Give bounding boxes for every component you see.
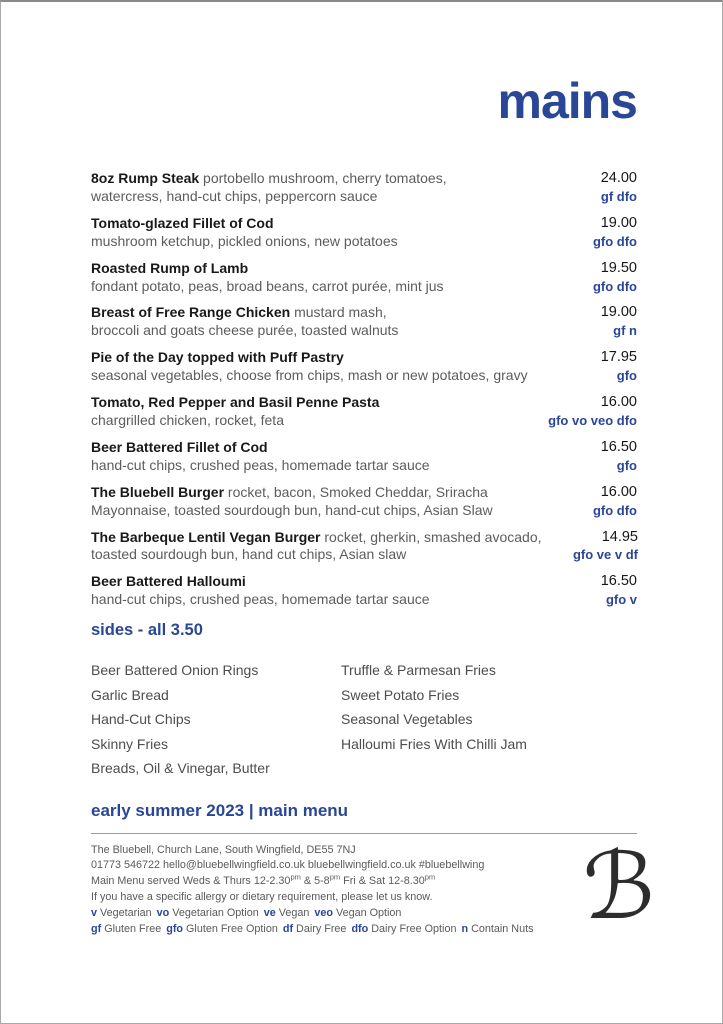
- menu-item-name: Beer Battered Fillet of Cod: [91, 438, 268, 455]
- menu-item-text: [91, 304, 530, 340]
- allergy-note-line: If you have a specific allergy or dietary requirement, please let us know.: [91, 891, 433, 904]
- menu-item-text: [91, 528, 542, 565]
- menu-item-name: Roasted Rump of Lamb: [91, 259, 249, 276]
- menu-item-price: 24.00: [600, 170, 637, 186]
- menu-item-diet-codes: gfo vo veo dfo: [548, 412, 637, 428]
- diet-key-line1: [91, 906, 637, 922]
- side-item: Sweet Potato Fries: [341, 686, 460, 703]
- diet-key-label: Gluten Free: [104, 922, 162, 935]
- menu-item-price: 16.00: [600, 483, 637, 500]
- diet-key-entry: [264, 907, 310, 919]
- menu-item-diet-codes: gf dfo: [600, 188, 637, 204]
- diet-key-code: dfo: [351, 922, 369, 935]
- menu-item-name: Tomato-glazed Fillet of Cod: [91, 214, 274, 231]
- menu-item-price-block: [530, 170, 637, 206]
- menu-item: [91, 215, 637, 251]
- menu-item-desc-line2: Mayonnaise, toasted sourdough bun, hand-cut chips, Asian Slaw: [91, 501, 493, 518]
- serving-times-segment: pm: [290, 872, 301, 882]
- side-item: Breads, Oil & Vinegar, Butter: [91, 760, 270, 777]
- page-title: mains: [497, 73, 637, 129]
- menu-item-price-block: [530, 394, 637, 430]
- menu-item-text: [91, 260, 530, 296]
- menu-item: [91, 304, 637, 340]
- menu-item-desc-line2: watercress, hand-cut chips, peppercorn sauce: [91, 187, 378, 204]
- bluebell-script-logo: ℬ: [582, 832, 655, 940]
- menu-item-diet-codes: gfo dfo: [592, 502, 637, 518]
- menu-item-diet-codes: gfo ve v df: [572, 547, 638, 563]
- menu-item-name: The Bluebell Burger: [91, 483, 225, 500]
- menu-item-desc-line2: hand-cut chips, crushed peas, homemade tartar sauce: [91, 591, 430, 608]
- menu-item-price: 17.95: [600, 349, 637, 366]
- season-menu-heading: early summer 2023 | main menu: [91, 800, 349, 820]
- menu-item-name: Pie of the Day topped with Puff Pastry: [91, 349, 344, 366]
- menu-item-desc-line2: broccoli and goats cheese purée, toasted walnuts: [91, 322, 399, 339]
- diet-key-entry: [351, 923, 456, 935]
- diet-key-entry: [157, 907, 259, 919]
- menu-item: [91, 170, 637, 206]
- menu-item-price: 14.95: [601, 528, 638, 545]
- contact-line: 01773 546722 hello@bluebellwingfield.co.uk bluebellwingfield.co.uk #bluebellwing: [91, 859, 485, 872]
- side-item: Garlic Bread: [91, 686, 169, 703]
- side-item: Halloumi Fries With Chilli Jam: [341, 735, 527, 752]
- diet-key-entry: [283, 923, 347, 935]
- menu-item: [91, 349, 637, 385]
- menu-item-name: The Barbeque Lentil Vegan Burger: [91, 528, 321, 545]
- menu-item-text: [91, 394, 530, 430]
- menu-item-diet-codes: gf n: [613, 323, 637, 339]
- menu-item-desc-line1: portobello mushroom, cherry tomatoes,: [203, 170, 447, 186]
- menu-item-desc-line2: mushroom ketchup, pickled onions, new potatoes: [91, 232, 398, 249]
- menu-item-text: [91, 573, 530, 609]
- diet-key-label: Dairy Free: [296, 922, 347, 935]
- side-item: Seasonal Vegetables: [341, 711, 473, 728]
- sides-list: [91, 662, 637, 785]
- diet-key-label: Vegan Option: [335, 906, 402, 919]
- diet-key-entry: [91, 907, 152, 919]
- menu-item-price: 19.00: [600, 214, 637, 231]
- menu-item-diet-codes: gfo v: [605, 592, 637, 608]
- menu-item-price: 19.50: [600, 259, 637, 276]
- menu-item-diet-codes: gfo: [616, 368, 637, 384]
- diet-key-label: Gluten Free Option: [186, 922, 278, 935]
- menu-item-price-block: [530, 573, 637, 609]
- menu-item-text: [91, 349, 530, 385]
- menu-item-desc-line2: chargrilled chicken, rocket, feta: [91, 411, 284, 428]
- diet-key-code: gf: [91, 922, 102, 935]
- diet-key-label: Vegetarian Option: [172, 906, 259, 919]
- diet-key-code: ve: [263, 906, 276, 919]
- menu-item-price-block: [531, 529, 638, 565]
- menu-item-desc-line2: toasted sourdough bun, hand cut chips, Asian slaw: [91, 546, 407, 563]
- menu-item-price: 16.00: [600, 394, 637, 411]
- diet-key-label: Vegan: [278, 906, 310, 919]
- menu-item: [91, 260, 637, 296]
- diet-key-code: gfo: [166, 922, 184, 935]
- menu-item-price: 16.50: [600, 573, 637, 590]
- side-item: Beer Battered Onion Rings: [91, 662, 259, 679]
- menu-item-text: [91, 439, 530, 475]
- serving-times-segment: pm: [329, 872, 341, 882]
- menu-item-desc-line2: fondant potato, peas, broad beans, carrot purée, mint jus: [91, 277, 444, 294]
- diet-key-code: v: [91, 906, 98, 919]
- diet-key-label: Dairy Free Option: [371, 922, 457, 935]
- menu-item: [91, 573, 637, 609]
- sides-heading: sides - all 3.50: [91, 621, 203, 640]
- menu-item-desc-line1: rocket, bacon, Smoked Cheddar, Sriracha: [227, 483, 488, 500]
- menu-item-name: Breast of Free Range Chicken: [91, 304, 291, 321]
- mains-list: [91, 170, 637, 609]
- menu-item-price-block: [530, 260, 637, 296]
- serving-times-segment: Fri & Sat 12-8.30: [340, 875, 425, 888]
- menu-item-text: [91, 215, 530, 251]
- menu-item-desc-line2: hand-cut chips, crushed peas, homemade tartar sauce: [91, 456, 430, 473]
- menu-item-text: [91, 484, 530, 520]
- menu-item-price-block: [530, 304, 637, 340]
- menu-item-name: Beer Battered Halloumi: [91, 573, 246, 590]
- menu-item-price: 16.50: [600, 438, 637, 455]
- menu-item-text: [91, 170, 530, 206]
- menu-item: [91, 439, 637, 475]
- footer-divider: [91, 833, 637, 834]
- diet-key-entry: [166, 923, 278, 935]
- menu-item-diet-codes: gfo dfo: [592, 233, 637, 249]
- sides-column-right: [341, 662, 527, 785]
- diet-key-code: df: [282, 922, 294, 935]
- menu-item-price-block: [530, 439, 637, 475]
- menu-item: [91, 394, 637, 430]
- menu-item-price-block: [530, 215, 637, 251]
- diet-key-code: vo: [156, 906, 170, 919]
- menu-item: [91, 529, 637, 565]
- serving-times-segment: & 5-8: [300, 875, 330, 888]
- serving-times-line: [91, 874, 637, 890]
- diet-key-entry: [461, 923, 533, 935]
- diet-key-code: n: [461, 922, 469, 935]
- diet-key-line2: [91, 922, 637, 938]
- diet-key-entry: [314, 907, 401, 919]
- serving-times-segment: pm: [424, 872, 436, 882]
- menu-item-desc-line1: mustard mash,: [294, 304, 387, 321]
- menu-item-diet-codes: gfo: [616, 457, 637, 473]
- footer: [91, 832, 655, 940]
- menu-item-price: 19.00: [600, 304, 637, 321]
- side-item: Truffle & Parmesan Fries: [341, 662, 496, 679]
- address-line: The Bluebell, Church Lane, South Wingfield, DE55 7NJ: [91, 843, 356, 856]
- menu-item-price-block: [530, 349, 637, 385]
- side-item: Hand-Cut Chips: [91, 711, 191, 728]
- serving-times-segment: Main Menu served Weds & Thurs 12-2.30: [91, 875, 291, 888]
- diet-key-entry: [91, 923, 161, 935]
- menu-item-diet-codes: gfo dfo: [592, 278, 637, 294]
- menu-item-price-block: [530, 484, 637, 520]
- menu-item-desc-line2: seasonal vegetables, choose from chips, mash or new potatoes, gravy: [91, 367, 528, 384]
- side-item: Skinny Fries: [91, 735, 169, 752]
- menu-item: [91, 484, 637, 520]
- diet-key-label: Vegetarian: [100, 906, 152, 919]
- menu-item-desc-line1: rocket, gherkin, smashed avocado,: [324, 528, 542, 545]
- menu-item-name: Tomato, Red Pepper and Basil Penne Pasta: [91, 394, 380, 411]
- menu-item-name: 8oz Rump Steak: [91, 170, 200, 186]
- diet-key-code: veo: [314, 906, 333, 919]
- sides-column-left: [91, 662, 341, 785]
- diet-key-label: Contain Nuts: [471, 922, 534, 935]
